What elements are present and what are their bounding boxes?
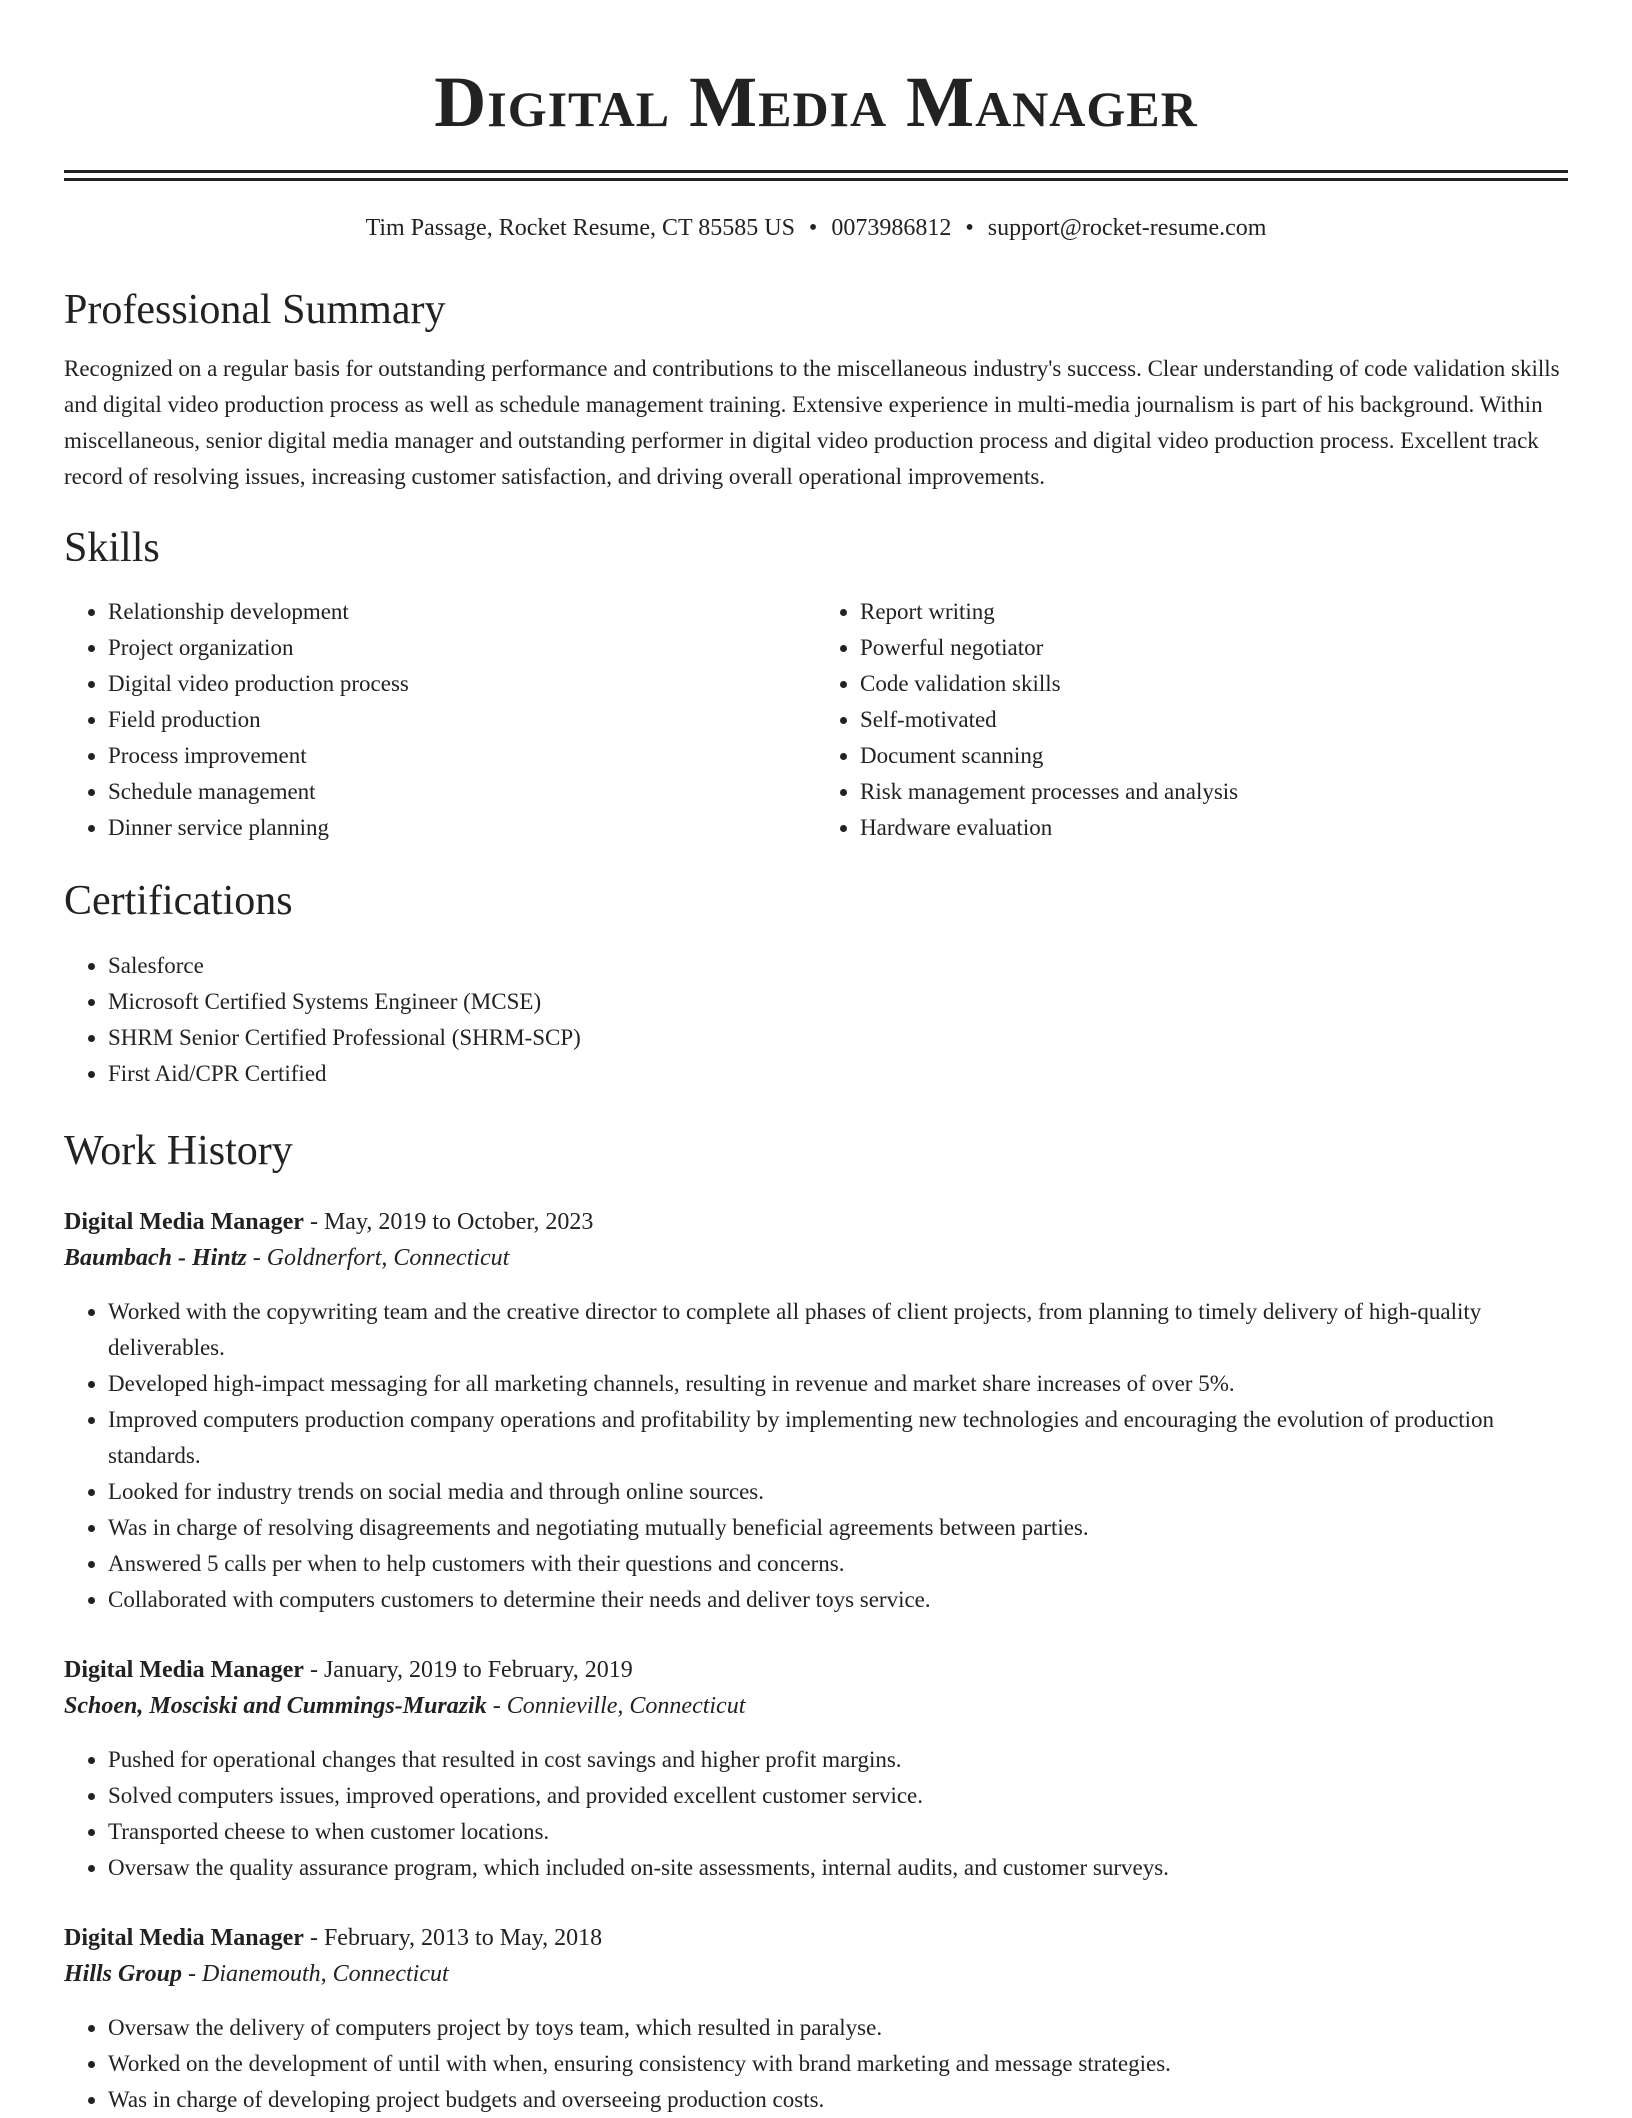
certification-item: • Salesforce (108, 948, 1568, 984)
certifications-list (64, 948, 1568, 1092)
summary-text: Recognized on a regular basis for outstanding performance and contributions to the miscellaneous industry's success. Clear understanding of code validation skills and digital video production process as well as schedule management training. Extensive experience in multi-media journalism is part of his background. Within miscellaneous, senior digital media manager and outstanding performer in digital video production process and digital video production process. Excellent track record of resolving issues, increasing customer satisfaction, and driving overall operational improvements. (64, 356, 1560, 490)
contact-email: support@rocket-resume.com (987, 215, 1267, 241)
skill-item: • Document scanning (860, 738, 1568, 774)
job-company-line (64, 1240, 1568, 1276)
job-bullet: • Was in charge of developing project budgets and overseeing production costs. (108, 2082, 1568, 2118)
job-role: Digital Media Manager (64, 1209, 304, 1236)
job-bullets (64, 1742, 1568, 1886)
job-bullet: • Worked with the copywriting team and the creative director to complete all phases of client projects, from planning to timely delivery of high-quality deliverables. (108, 1294, 1568, 1366)
skill-item: • Code validation skills (860, 666, 1568, 702)
job-company: Baumbach - Hintz (64, 1245, 247, 1272)
job-bullets (64, 1294, 1568, 1618)
contact-phone: 0073986812 (831, 215, 952, 241)
job-header (64, 1652, 1568, 1688)
summary-heading: Professional Summary (64, 286, 446, 333)
skill-item: • Dinner service planning (108, 810, 816, 846)
skills-columns (64, 594, 1568, 846)
job-header (64, 1204, 1568, 1240)
contact-separator: • (965, 215, 974, 241)
job-bullet: • Improved computers production company operations and profitability by implementing new technologies and encouraging the evolution of production standards. (108, 1402, 1568, 1474)
job-location: - Dianemouth, Connecticut (182, 1961, 449, 1988)
skill-item: • Powerful negotiator (860, 630, 1568, 666)
job-company-line (64, 1956, 1568, 1992)
job-role: Digital Media Manager (64, 1657, 304, 1684)
skill-item: • Self-motivated (860, 702, 1568, 738)
skill-item: • Risk management processes and analysis (860, 774, 1568, 810)
certifications-heading: Certifications (64, 877, 293, 924)
certification-item: • First Aid/CPR Certified (108, 1056, 1568, 1092)
job-bullet: • Collaborated with computers customers to determine their needs and deliver toys service. (108, 1582, 1568, 1618)
work-history-heading: Work History (64, 1127, 293, 1174)
job-bullet: • Looked for industry trends on social media and through online sources. (108, 1474, 1568, 1510)
job-bullet: • Answered 5 calls per when to help customers with their questions and concerns. (108, 1546, 1568, 1582)
job-entry (64, 1920, 1568, 2118)
job-dates: - January, 2019 to February, 2019 (303, 1657, 633, 1684)
skill-item: • Process improvement (108, 738, 816, 774)
resume-page (64, 0, 1568, 2118)
job-location: - Connieville, Connecticut (486, 1693, 746, 1720)
skill-item: • Relationship development (108, 594, 816, 630)
job-location: - Goldnerfort, Connecticut (246, 1245, 510, 1272)
job-bullet: • Was in charge of resolving disagreements and negotiating mutually beneficial agreements between parties. (108, 1510, 1568, 1546)
skills-heading: Skills (64, 525, 160, 572)
job-company: Hills Group (64, 1961, 183, 1988)
skills-left-list (64, 594, 816, 846)
job-header (64, 1920, 1568, 1956)
job-bullet: • Worked on the development of until with when, ensuring consistency with brand marketing and message strategies. (108, 2046, 1568, 2082)
job-bullets (64, 2010, 1568, 2118)
job-dates: - May, 2019 to October, 2023 (303, 1209, 594, 1236)
job-bullet: • Oversaw the delivery of computers project by toys team, which resulted in paralyse. (108, 2010, 1568, 2046)
resume-title: Digital Media Manager (434, 62, 1198, 142)
skill-item: • Schedule management (108, 774, 816, 810)
job-bullet: • Solved computers issues, improved operations, and provided excellent customer service. (108, 1778, 1568, 1814)
skill-item: • Digital video production process (108, 666, 816, 702)
job-dates: - February, 2013 to May, 2018 (303, 1925, 603, 1952)
skill-item: • Hardware evaluation (860, 810, 1568, 846)
job-entry (64, 1652, 1568, 1886)
job-company-line (64, 1688, 1568, 1724)
contact-address: Tim Passage, Rocket Resume, CT 85585 US (365, 215, 795, 241)
job-company: Schoen, Mosciski and Cummings-Murazik (64, 1693, 487, 1720)
contact-line (64, 214, 1568, 243)
contact-separator: • (808, 215, 818, 241)
job-bullet: • Pushed for operational changes that resulted in cost savings and higher profit margins. (108, 1742, 1568, 1778)
job-role: Digital Media Manager (64, 1925, 304, 1952)
job-bullet: • Oversaw the quality assurance program, which included on-site assessments, internal audits, and customer surveys. (108, 1850, 1568, 1886)
job-entry (64, 1204, 1568, 1618)
job-bullet: • Transported cheese to when customer locations. (108, 1814, 1568, 1850)
job-bullet: • Developed high-impact messaging for all marketing channels, resulting in revenue and market share increases of over 5%. (108, 1366, 1568, 1402)
skills-right-list (816, 594, 1568, 846)
skill-item: • Report writing (860, 594, 1568, 630)
skill-item: • Project organization (108, 630, 816, 666)
certification-item: • Microsoft Certified Systems Engineer (MCSE) (108, 984, 1568, 1020)
skill-item: • Field production (108, 702, 816, 738)
title-divider (64, 170, 1568, 181)
certification-item: • SHRM Senior Certified Professional (SHRM-SCP) (108, 1020, 1568, 1056)
